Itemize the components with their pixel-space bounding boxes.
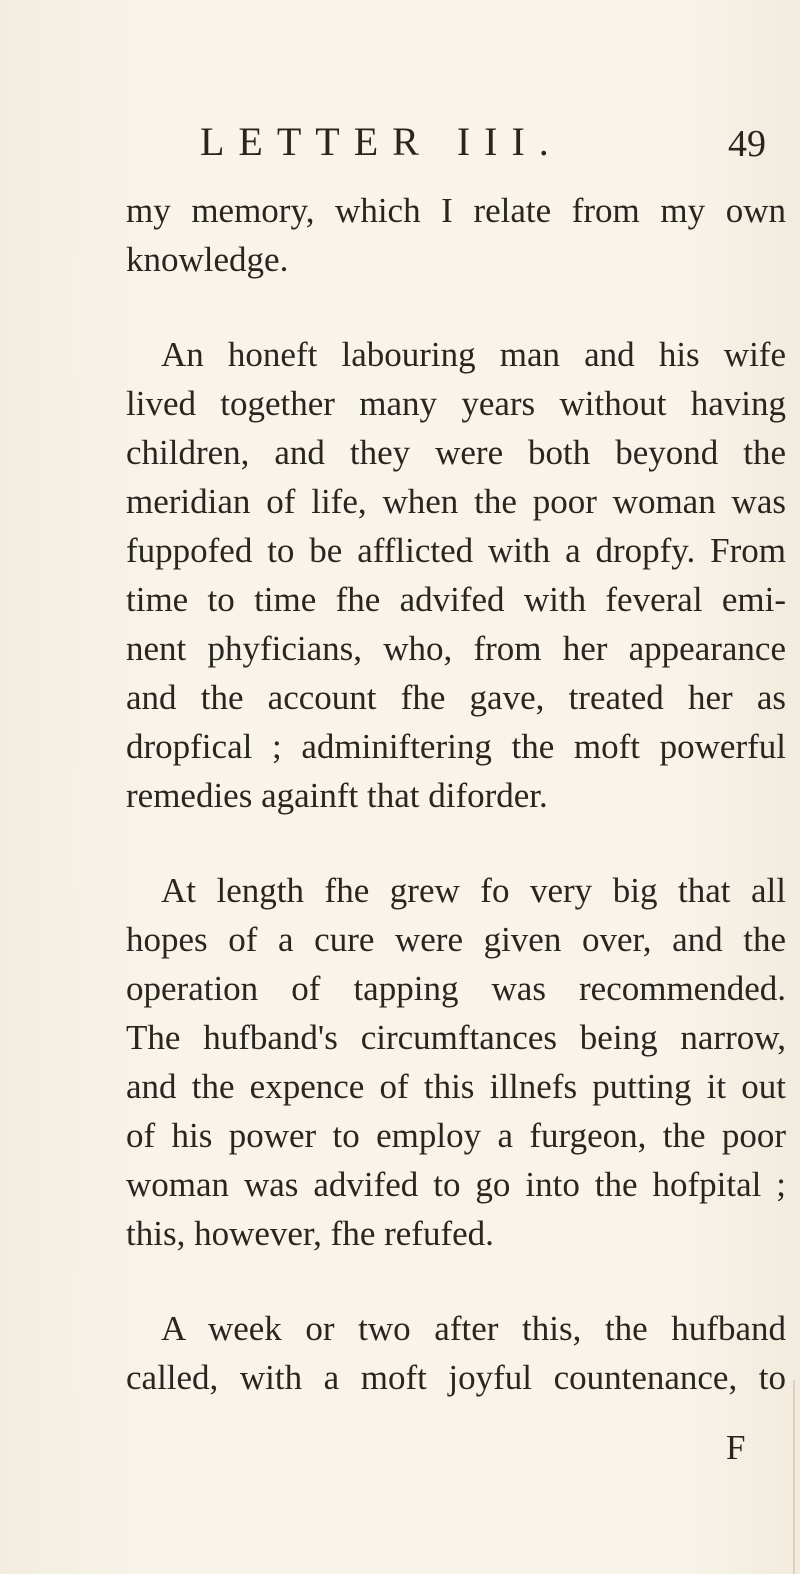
text-line: lived together many years without having	[126, 384, 786, 423]
signature-mark: F	[726, 1428, 746, 1467]
paragraph	[126, 866, 786, 1258]
paragraph	[126, 330, 786, 820]
page-number: 49	[728, 123, 766, 165]
text-line: children, and they were both beyond the	[126, 433, 786, 472]
text-line: time to time fhe advifed with feveral emi-	[126, 580, 786, 619]
text-line: An honeft labouring man and his wife	[161, 335, 786, 374]
text-line: and the expence of this illnefs putting it out	[126, 1067, 786, 1106]
body-text	[126, 186, 786, 1402]
page-edge-divider	[793, 1380, 795, 1574]
text-line: this, however, fhe refufed.	[126, 1214, 494, 1253]
paragraph-gap	[126, 1258, 786, 1304]
paragraph	[126, 1304, 786, 1402]
text-line: of his power to employ a furgeon, the poor	[126, 1116, 786, 1155]
text-line: operation of tapping was recommended.	[126, 969, 786, 1008]
text-line: meridian of life, when the poor woman was	[126, 482, 786, 521]
running-head	[0, 118, 800, 178]
paragraph-gap	[126, 284, 786, 330]
paragraph-gap	[126, 820, 786, 866]
text-line: hopes of a cure were given over, and the	[126, 920, 786, 959]
text-line: nent phyficians, who, from her appearance	[126, 629, 786, 668]
text-line: woman was advifed to go into the hofpital ;	[126, 1165, 786, 1204]
text-line: called, with a moft joyful countenance, to	[126, 1358, 786, 1397]
text-line: At length fhe grew fo very big that all	[161, 871, 786, 910]
text-line: The hufband's circumftances being narrow,	[126, 1018, 786, 1057]
text-line: and the account fhe gave, treated her as	[126, 678, 786, 717]
paragraph	[126, 186, 786, 284]
text-line: knowledge.	[126, 240, 289, 279]
text-line: remedies againft that diforder.	[126, 776, 548, 815]
text-line: A week or two after this, the hufband	[161, 1309, 786, 1348]
text-line: my memory, which I relate from my own	[126, 191, 786, 230]
text-line: dropfical ; adminiftering the moft powerful	[126, 727, 786, 766]
running-head-title: LETTER III.	[200, 119, 563, 164]
text-line: fuppofed to be afflicted with a dropfy. From	[126, 531, 786, 570]
